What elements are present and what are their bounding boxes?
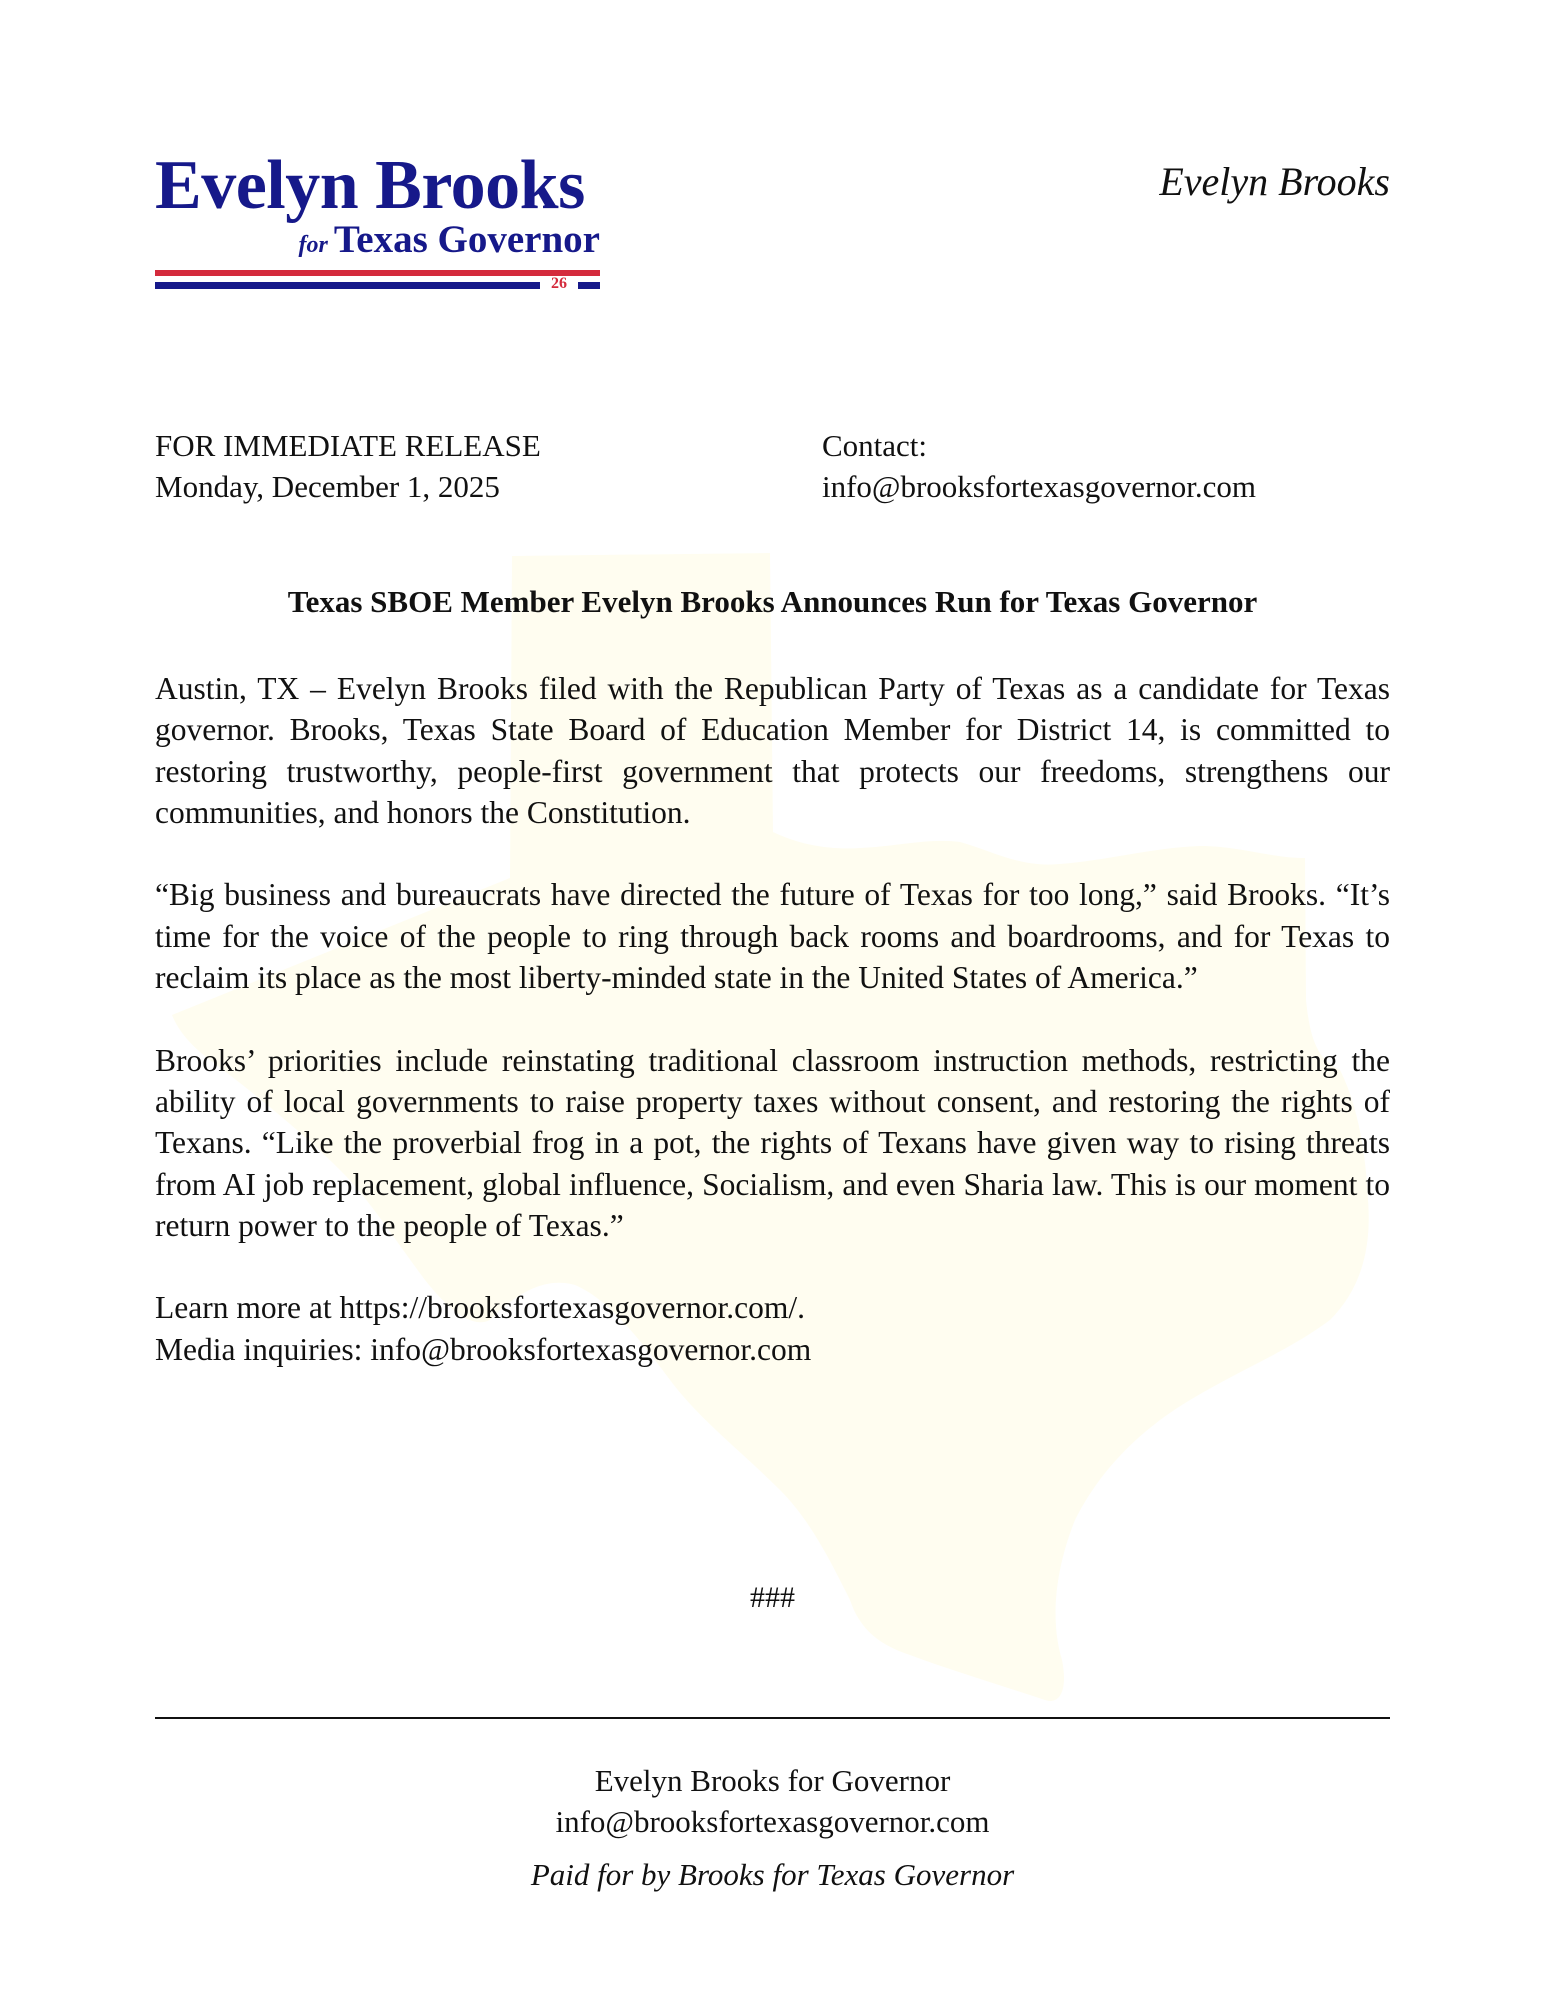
footer-disclaimer: Paid for by Brooks for Texas Governor [530,1857,1015,1892]
press-release-body [155,668,1390,1370]
logo-year: 26 [551,275,567,292]
footer [155,1760,1390,1895]
learn-more-prefix: Learn more at [155,1290,340,1326]
contact-label: Contact: [822,428,928,463]
footer-email[interactable]: info@brooksfortexasgovernor.com [555,1804,990,1839]
learn-more-link[interactable]: https://brooksfortexasgovernor.com/ [339,1290,798,1326]
campaign-logo [155,147,600,300]
media-email[interactable]: info@brooksfortexasgovernor.com [370,1331,812,1367]
body-paragraph: Brooks’ priorities include reinstating traditional classroom instruction methods, restricting the ability of local governments to raise property taxes without consent, and restoring the rights of Texans. “Like the proverbial frog in a pot, the rights of Texans have given way to rising threats from AI job replacement, global influence, Socialism, and even Sharia law. This is our moment to return power to the people of Texas.” [155,1042,1390,1243]
contact-block [822,425,1256,507]
header-name: Evelyn Brooks [1159,159,1390,204]
body-paragraph: “Big business and bureaucrats have directed the future of Texas for too long,” said Brooks. “It’s time for the voice of the people to ring through back rooms and boardrooms, and for Texas to reclaim its place as the most liberty-minded state in the United States of America.” [155,877,1390,996]
headline: Texas SBOE Member Evelyn Brooks Announces Run for Texas Governor [287,584,1258,619]
learn-more-line [155,1287,1390,1328]
logo-red-stripe [155,270,600,276]
logo-for: for [298,232,328,258]
release-block [155,425,541,507]
logo-office [299,218,600,267]
logo-office-text: Texas Governor [333,218,600,261]
logo-name: Evelyn Brooks [155,147,585,224]
footer-organization: Evelyn Brooks for Governor [594,1763,951,1798]
logo-blue-stripe [155,282,540,289]
release-date: Monday, December 1, 2025 [155,469,500,504]
contact-email[interactable]: info@brooksfortexasgovernor.com [822,469,1257,504]
media-prefix: Media inquiries: [155,1331,371,1367]
logo-blue-stripe-end [578,282,600,289]
media-inquiries-line [155,1329,1390,1370]
body-paragraph: Austin, TX – Evelyn Brooks filed with the Republican Party of Texas as a candidate for Texas governor. Brooks, Texas State Board of Education Member for District 14, is committed to restoring trustworthy, people-first government that protects our freedoms, strengthens our communities, and honors the Constitution. [155,671,1390,830]
footer-divider [155,1717,1390,1719]
release-label: FOR IMMEDIATE RELEASE [155,428,541,463]
learn-more-suffix: . [797,1290,805,1326]
end-mark: ### [750,1581,795,1614]
